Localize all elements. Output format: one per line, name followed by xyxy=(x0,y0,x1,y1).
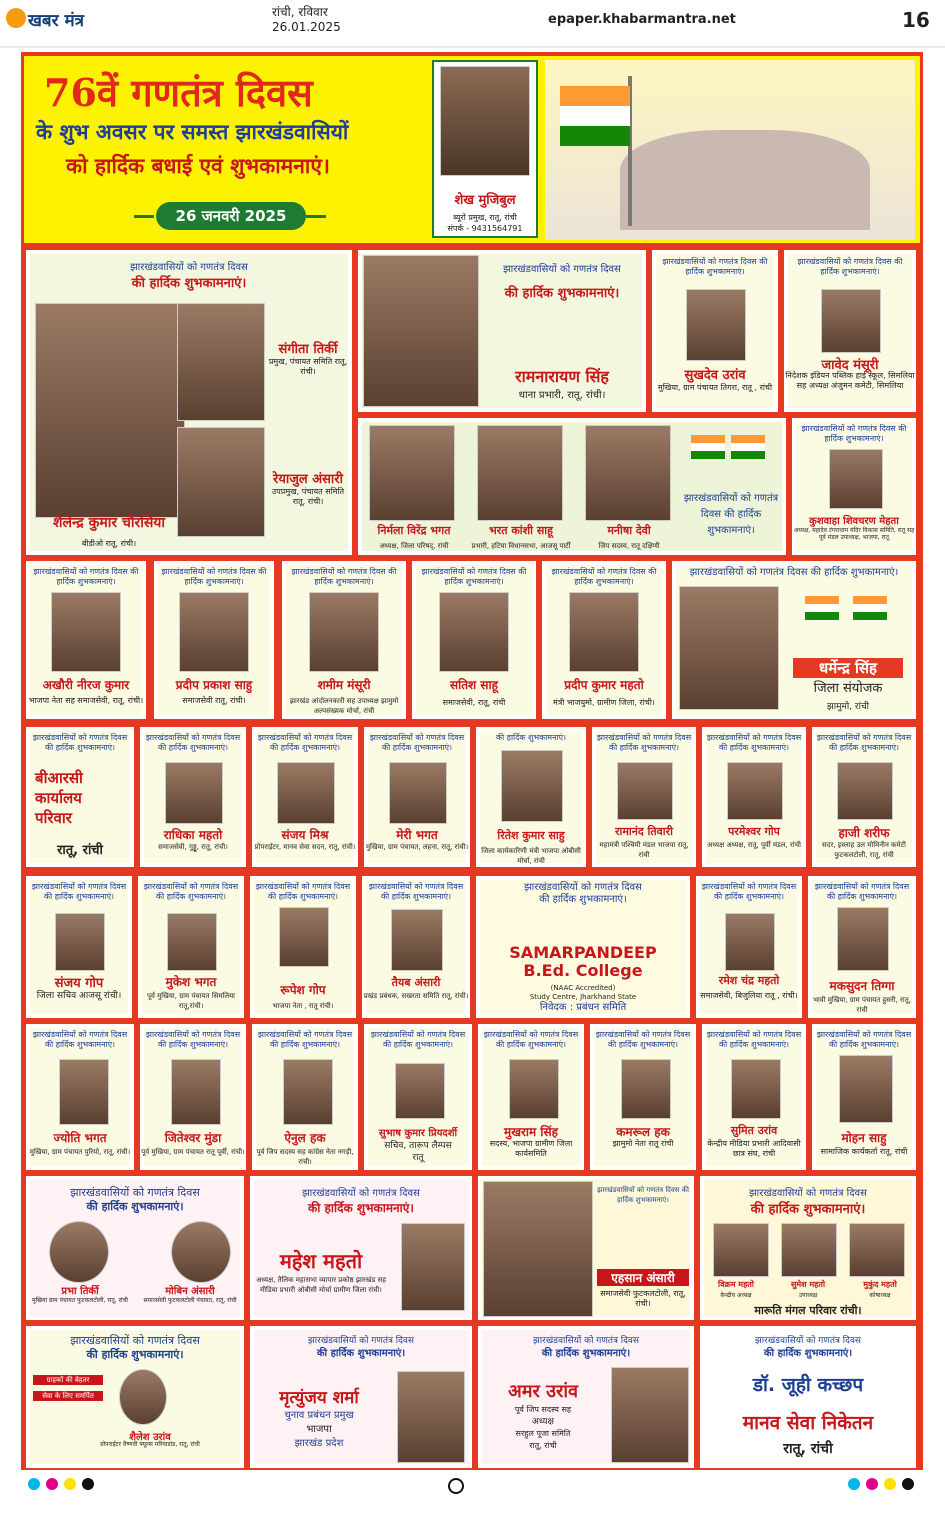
text-label: मुखिया ग्राम पंचायत फुटकलटोली, रातू, रांची xyxy=(32,1297,128,1304)
text-label: समाजसेवी, गुड्डू, रातू, रांची। xyxy=(158,843,228,851)
ad-card xyxy=(696,876,802,1018)
text-label: हाजी शरीफ xyxy=(838,826,890,840)
text-label: अध्यक्ष xyxy=(532,1417,554,1427)
text-label: झारखंडवासियों को गणतंत्र दिवस की हार्दिक शुभकामनाएं। xyxy=(801,424,907,443)
text-label: की हार्दिक शुभकामनाएं। xyxy=(131,276,247,291)
text-label: प्रभारी, हटिया विधानसभा, आजसू पार्टी xyxy=(471,542,571,550)
text-label: सुभाष कुमार प्रियदर्शी xyxy=(378,1128,458,1139)
person-photo xyxy=(59,1059,109,1125)
text-label: बीआरसी xyxy=(35,769,83,787)
ad-amar xyxy=(478,1326,694,1468)
person-photo xyxy=(369,425,455,521)
header-dateline xyxy=(272,5,341,35)
person-photo xyxy=(621,1059,671,1119)
text-label: झारखंडवासियों को गणतंत्र दिवस की हार्दिक शुभकामनाएं। xyxy=(32,1030,128,1049)
ad-shailesh xyxy=(26,1326,244,1468)
text-label: सामाजिक कार्यकर्ता रातू, रांची xyxy=(820,1147,908,1156)
text-label: सदर, इस्लाह उल मोमिनीन कमेटी फुटकलटोली, रातू, रांची xyxy=(822,841,906,859)
text-label: झारखंडवासियों को गणतंत्र दिवस की हार्दिक शुभकामनाएं। xyxy=(145,733,241,752)
text-label: परमेश्वर गोप xyxy=(728,825,780,838)
person-photo xyxy=(171,1059,221,1125)
header-url[interactable]: epaper.khabarmantra.net xyxy=(548,12,736,27)
text-label: बीडीओ रातू, रांची। xyxy=(81,539,137,548)
ad-card xyxy=(590,1024,696,1170)
ad-card xyxy=(812,727,916,867)
text-label: झारखंडवासियों को गणतंत्र दिवस की हार्दिक शुभकामनाएं। xyxy=(370,1030,466,1049)
ad-bed-college xyxy=(476,876,690,1018)
text-label: डॉ. जूही कच्छप xyxy=(752,1374,864,1396)
text-label: रामानंद तिवारी xyxy=(615,825,673,838)
person-photo xyxy=(401,1223,465,1311)
text-label: झारखंड आंदोलनकारी सह उपाध्यक्ष झामुमो अल्पसंख्यक मोर्चा, रांची xyxy=(289,697,399,715)
ad-javed xyxy=(784,250,916,412)
banner-line1: के शुभ अवसर पर समस्त झारखंडवासियों xyxy=(36,119,349,144)
person-photo xyxy=(397,1371,465,1463)
person-photo xyxy=(55,913,105,971)
header-place: रांची, रविवार xyxy=(272,5,328,19)
text-label: झारखंडवासियों को गणतंत्र दिवस xyxy=(302,1188,420,1199)
text-label: महामंत्री पश्चिमी मंडल भाजपा रातू, रांची xyxy=(599,841,689,859)
text-label: झारखंडवासियों को गणतंत्र दिवस xyxy=(70,1186,200,1199)
registration-dot-icon xyxy=(848,1478,860,1490)
ad-card xyxy=(252,727,358,867)
ad-card xyxy=(478,1024,584,1170)
text-label: झारखंडवासियों को गणतंत्र दिवस xyxy=(755,1336,861,1346)
text-label: झारखंडवासियों को गणतंत्र दिवस xyxy=(70,1334,200,1347)
text-label: ज्योति भगत xyxy=(53,1131,107,1145)
text-label: पूर्व जिप सदस्य सह कांग्रेस नेता नगड़ी, रांची। xyxy=(256,1148,354,1166)
ad-card xyxy=(702,1024,806,1170)
person-name: रेयाजुल अंसारी xyxy=(273,472,343,487)
person-photo xyxy=(483,1181,593,1317)
person-photo xyxy=(279,907,329,967)
person-photo xyxy=(713,1223,769,1277)
text-label: झारखंडवासियों को गणतंत्र दिवस xyxy=(130,262,248,273)
text-label: जिप सदस्य, रातू दक्षिणी xyxy=(598,542,660,550)
banner-title: 76वें गणतंत्र दिवस xyxy=(44,70,313,115)
text-label: मुखिया, ग्राम पंचायत पुरियो, रातू, रांची। xyxy=(29,1148,131,1156)
text-label: की हार्दिक शुभकामनाएं। xyxy=(504,286,620,301)
text-label: प्रदीप प्रकाश साहु xyxy=(175,678,253,692)
text-label: झारखंडवासियों को गणतंत्र दिवस xyxy=(533,1336,639,1346)
registration-dot-icon xyxy=(884,1478,896,1490)
text-label: रितेश कुमार साहु xyxy=(497,829,565,842)
crosshair-icon xyxy=(448,1478,464,1494)
text-label: संपर्क - 9431564791 xyxy=(447,224,523,233)
text-label: संजय गोप xyxy=(54,976,104,991)
ad-card xyxy=(364,727,470,867)
registration-dot-icon xyxy=(28,1478,40,1490)
text-label: जिला सचिव आजसू रांची। xyxy=(36,991,122,1001)
text-label: रातू, रांची xyxy=(57,843,103,858)
person-photo xyxy=(839,1055,893,1123)
text-label: झारखंडवासियों को गणतंत्र दिवस की हार्दिक शुभकामनाएं। xyxy=(161,567,267,586)
text-label: उपाध्यक्ष xyxy=(798,1292,818,1299)
text-label: झामुमो, रांची xyxy=(826,702,869,712)
text-label: जिला संयोजक xyxy=(813,681,883,696)
person-photo xyxy=(509,1059,559,1119)
text-label: झारखंडवासियों को गणतंत्र दिवस की हार्दिक शुभकामनाएं। xyxy=(706,1030,802,1049)
person-photo xyxy=(731,1059,781,1119)
text-label: झारखंडवासियों को गणतंत्र दिवस xyxy=(749,1188,867,1199)
text-label: एहसान अंसारी xyxy=(597,1269,689,1286)
text-label: झारखंडवासियों को गणतंत्र दिवस की हार्दिक शुभकामनाएं। xyxy=(816,1030,912,1049)
person-photo xyxy=(51,592,121,672)
text-label: रातू, रांची xyxy=(529,1441,557,1450)
ad-card xyxy=(26,876,132,1018)
person-name: संगीता तिर्की xyxy=(278,342,338,357)
ad-card xyxy=(26,1024,134,1170)
person-photo xyxy=(49,1221,109,1283)
text-label: जिला कार्यकारिणी मंत्री भाजपा ओबीसी मोर्चा, रांची xyxy=(481,847,581,865)
date-divider-right xyxy=(306,215,326,218)
text-label: की हार्दिक शुभकामनाएं। xyxy=(86,1348,184,1361)
text-label: प्रोपराईटर, मानव सेवा सदन, रातू, रांची। xyxy=(254,843,356,851)
text-label: झारखंडवासियों को गणतंत्र दिवस की हार्दिक शुभकामनाएं। xyxy=(595,1030,691,1049)
ad-card xyxy=(26,561,146,719)
person-photo xyxy=(167,913,217,971)
registration-dot-icon xyxy=(46,1478,58,1490)
text-label: कमरूल हक xyxy=(616,1125,670,1139)
ad-card xyxy=(592,727,696,867)
person-photo xyxy=(781,1223,837,1277)
text-label: राधिका महतो xyxy=(163,828,223,842)
text-label: सचिव, तारूप लैम्पस xyxy=(384,1141,452,1151)
text-label: भाजपा xyxy=(306,1424,332,1435)
text-label: समाजसेवी फुटकलटोली पंचायत, रातू, रांची xyxy=(143,1297,237,1304)
text-label: झारखंडवासियों को गणतंत्र दिवस की हार्दिक शुभकामनाएं। xyxy=(596,733,692,752)
person-photo xyxy=(283,1059,333,1125)
text-label: की हार्दिक शुभकामनाएं। xyxy=(495,733,567,742)
text-label: B.Ed. College xyxy=(523,961,643,980)
text-label: मारूति मंगल परिवार रांची। xyxy=(754,1304,862,1317)
ad-bdo-ratu xyxy=(26,250,352,555)
person-photo xyxy=(501,750,563,822)
text-label: प्रदीप कुमार महतो xyxy=(564,678,644,692)
text-label: अध्यक्ष अध्यक्ष, रातू, पूर्वी मंडल, रांची xyxy=(707,841,801,849)
text-label: मृत्युंजय शर्मा xyxy=(279,1388,359,1408)
ad-card xyxy=(812,1024,916,1170)
text-label: समाजसेवी, रातू, रांची xyxy=(442,698,506,707)
text-label: Study Centre, Jharkhand State xyxy=(529,993,637,1001)
text-label: झारखंडवासियों को गणतंत्र दिवस की हार्दिक शुभकामनाएं। xyxy=(33,567,139,586)
text-label: भाजपा नेता सह समाजसेवी, रातू, रांची। xyxy=(28,696,144,705)
text-label: तैयब अंसारी xyxy=(391,976,441,989)
red-fort-illustration xyxy=(620,130,870,230)
ad-brc xyxy=(26,727,134,867)
registration-dot-icon xyxy=(82,1478,94,1490)
ad-card xyxy=(542,561,666,719)
text-label: झारखंडवासियों को गणतंत्र दिवस की हार्दिक शुभकामनाएं। xyxy=(701,882,797,901)
portrait-desc xyxy=(434,212,536,234)
ad-card xyxy=(138,876,244,1018)
ad-card xyxy=(808,876,916,1018)
person-photo xyxy=(309,592,379,672)
text-label: मुखिया, ग्राम पंचायत तिगरा, रातू , रांची xyxy=(657,383,773,392)
text-label: धर्मेन्द्र सिंह xyxy=(793,658,903,678)
registration-dot-icon xyxy=(902,1478,914,1490)
text-label: की हार्दिक शुभकामनाएं। xyxy=(86,1200,184,1213)
ad-maruti xyxy=(700,1176,916,1320)
person-photo xyxy=(569,592,639,672)
text-label: ग्राहकों की बेहतर xyxy=(33,1375,103,1385)
portrait-name: शेख मुजिबुल xyxy=(454,193,516,208)
person-photo xyxy=(363,255,479,407)
ad-card xyxy=(702,727,806,867)
text-label: झारखंडवासियों को गणतंत्र दिवस की हार्दिक शुभकामनाएं। xyxy=(814,882,910,901)
person-photo xyxy=(277,762,335,824)
text-label: झारखंडवासियों को गणतंत्र दिवस xyxy=(308,1336,414,1346)
text-label: मुखिया, ग्राम पंचायत, लहना, रातू, रांची। xyxy=(365,843,469,851)
text-label: कार्यालय xyxy=(35,789,82,807)
registration-dot-icon xyxy=(64,1478,76,1490)
text-label: प्रमुख, पंचायत समिति रातू, रांची। xyxy=(268,357,348,376)
person-photo xyxy=(686,289,746,361)
text-label: समाजसेवी, बिजुलिया रातू , रांची। xyxy=(700,991,798,1000)
person-name: सुखदेव उरांव xyxy=(684,368,746,383)
person-photo xyxy=(829,449,883,509)
text-label: संजय मिश्र xyxy=(281,828,329,842)
ad-footkaltoli xyxy=(26,1176,244,1320)
text-label: कुशवाहा शिवचरण मेहता xyxy=(809,516,899,527)
ad-card xyxy=(364,1024,472,1170)
text-label: प्रभा तिर्की xyxy=(61,1286,99,1297)
text-label: अध्यक्ष, तैलिक महासभा व्यापार प्रकोष्ठ झारखंड सह मीडिया प्रभारी ओबीसी मोर्चा ग्रामीण जिला रांची। xyxy=(256,1276,386,1294)
ad-kushwaha xyxy=(792,418,916,555)
text-label: पूर्व मुखिया, ग्राम पंचायत रातू पूर्वी, रांची। xyxy=(141,1148,245,1156)
text-label: (NAAC Accredited) xyxy=(550,984,616,992)
person-photo xyxy=(585,425,671,521)
ad-card xyxy=(282,561,406,719)
text-label: भावी मुखिया, ग्राम पंचायत हुसरी, रातू, रांची xyxy=(813,996,911,1014)
text-label: समाजसेवी रातू, रांची। xyxy=(182,696,246,705)
text-label: सेवा के लिए समर्पित xyxy=(33,1391,103,1401)
text-label: मोहन साहु xyxy=(841,1131,887,1145)
text-label: रमेश चंद्र महतो xyxy=(718,974,780,987)
person-photo xyxy=(171,1221,231,1283)
text-label: की हार्दिक शुभकामनाएं। xyxy=(539,894,627,905)
text-label: रातू, रांची xyxy=(783,1441,833,1457)
person-photo xyxy=(725,913,775,971)
text-label: भरत कांशी साहू xyxy=(489,524,553,537)
portrait-photo xyxy=(440,66,530,176)
person-photo xyxy=(849,1223,905,1277)
flag-icon xyxy=(731,435,765,459)
page-number: 16 xyxy=(902,8,930,32)
person-photo xyxy=(679,586,779,710)
text-label: झारखंडवासियों को गणतंत्र दिवस की हार्दिक शुभकामनाएं। xyxy=(145,1030,241,1049)
ad-mahesh xyxy=(250,1176,472,1320)
header-date: 26.01.2025 xyxy=(272,20,341,34)
text-label: अध्यक्ष, जिला परिषद्, रांची xyxy=(379,542,449,550)
ad-card xyxy=(140,1024,246,1170)
text-label: मनीषा देवी xyxy=(607,524,651,537)
text-label: झारखंडवासियों को गणतंत्र दिवस की हार्दिक शुभकामनाएं। xyxy=(597,1186,689,1204)
text-label: उपप्रमुख, पंचायत समिति रातू, रांची। xyxy=(271,487,345,506)
text-label: अध्यक्ष, महादेव टंगराधाम मंदिर विकास समिति, रातू सह पूर्व मंडल उपाध्यक्ष, भाजपा, रातू xyxy=(793,527,915,541)
text-label: सतिश साहू xyxy=(450,678,498,692)
flag-icon xyxy=(805,596,839,620)
text-label: झारखंडवासियों को गणतंत्र दिवस की हार्दिक शुभकामनाएं। xyxy=(683,493,779,536)
text-label: सुमेश महतो xyxy=(790,1280,826,1289)
text-label: झारखंडवासियों को गणतंत्र दिवस की हार्दिक शुभकामनाएं। xyxy=(369,733,465,752)
text-label: थाना प्रभारी, रातू, रांची। xyxy=(518,390,606,401)
text-label: मेरी भगत xyxy=(396,828,438,842)
person-name: जावेद मंसूरी xyxy=(821,358,879,373)
text-label: झारखंडवासियों को गणतंत्र दिवस की हार्दिक शुभकामनाएं। xyxy=(816,733,912,752)
text-label: निर्मला विरेंद्र भगत xyxy=(377,524,451,537)
text-label: अखौरी नीरज कुमार xyxy=(42,678,130,692)
text-label: चुनाव प्रबंधन प्रमुख xyxy=(284,1410,354,1421)
text-label: झारखंडवासियों को गणतंत्र दिवस की हार्दिक शुभकामनाएं। xyxy=(483,1030,579,1049)
ad-sukhdev xyxy=(652,250,778,412)
text-label: कोषाध्यक्ष xyxy=(869,1292,891,1299)
ad-card xyxy=(250,876,356,1018)
text-label: जितेश्वर मुंडा xyxy=(164,1131,222,1145)
text-label: झारखंडवासियों को गणतंत्र दिवस की हार्दिक शुभकामनाएं। xyxy=(706,733,802,752)
ad-mrityunjay xyxy=(250,1326,472,1468)
text-label: समाजसेवी फुटकलटोली, रातू, रांची। xyxy=(600,1289,686,1308)
ad-juhi xyxy=(700,1326,916,1468)
text-label: केन्द्रीय अध्यक्ष xyxy=(720,1292,752,1299)
text-label: अमर उरांव xyxy=(507,1381,579,1402)
ad-thana-prabhari xyxy=(358,250,646,412)
text-label: शैलेश उरांव xyxy=(129,1432,171,1443)
text-label: मकसुदन तिग्गा xyxy=(829,979,895,993)
banner-date: 26 जनवरी 2025 xyxy=(156,202,306,230)
text-label: झारखंडवासियों को गणतंत्र दिवस की हार्दिक शुभकामनाएं। xyxy=(662,257,768,276)
text-label: झारखंडवासियों को गणतंत्र दिवस xyxy=(524,882,642,893)
person-photo xyxy=(821,289,881,353)
banner-line2: को हार्दिक बधाई एवं शुभकामनाएं। xyxy=(66,153,330,178)
text-label: झारखंडवासियों को गणतंत्र दिवस xyxy=(503,264,621,275)
person-photo xyxy=(179,592,249,672)
text-label: झारखंडवासियों को गणतंत्र दिवस की हार्दिक शुभकामनाएं। xyxy=(255,882,351,901)
text-label: प्रखंड प्रबंधक, सखरता समिति रातू, रांची। xyxy=(363,992,469,1000)
text-label: मंत्री भाजयुमो, ग्रामीण जिला, रांची। xyxy=(553,698,655,707)
text-label: सुमित उरांव xyxy=(730,1124,778,1137)
page-header xyxy=(0,0,945,48)
person-name: रामनारायण सिंह xyxy=(515,367,609,386)
person-photo xyxy=(727,762,783,820)
text-label: झारखंडवासियों को गणतंत्र दिवस की हार्दिक शुभकामनाएं। xyxy=(689,567,899,578)
text-label: रूपेश गोप xyxy=(280,983,326,997)
text-label: झारखंडवासियों को गणतंत्र दिवस की हार्दिक शुभकामनाएं। xyxy=(551,567,657,586)
text-label: झारखंडवासियों को गणतंत्र दिवस की हार्दिक शुभकामनाएं। xyxy=(143,882,239,901)
ad-card xyxy=(154,561,274,719)
ad-card xyxy=(252,1024,358,1170)
text-label: निवेदक : प्रबंधन समिति xyxy=(539,1002,627,1013)
text-label: झारखंडवासियों को गणतंत्र दिवस की हार्दिक शुभकामनाएं। xyxy=(257,733,353,752)
print-registration-strip xyxy=(0,1474,945,1517)
person-photo xyxy=(177,303,265,421)
logo-icon xyxy=(6,8,26,28)
text-label: की हार्दिक शुभकामनाएं। xyxy=(308,1201,414,1215)
text-label: झारखंडवासियों को गणतंत्र दिवस की हार्दिक शुभकामनाएं। xyxy=(797,257,903,276)
ad-zila-parishad xyxy=(358,418,786,555)
flag-icon xyxy=(691,435,725,459)
text-label: निदेशक इंडियन पब्लिक हाई स्कूल, सिमलिया सह अध्यक्ष अंजुमन कमेटी, सिमलिया xyxy=(785,371,915,390)
person-photo xyxy=(389,762,447,824)
person-photo xyxy=(177,427,265,537)
text-label: की हार्दिक शुभकामनाएं। xyxy=(316,1348,406,1359)
registration-dot-icon xyxy=(866,1478,878,1490)
text-label: की हार्दिक शुभकामनाएं। xyxy=(541,1348,631,1359)
text-label: ऐनुल हक xyxy=(284,1131,326,1145)
person-name: शैलेन्द्र कुमार चौरसिया xyxy=(52,515,166,531)
text-label: झारखंडवासियों को गणतंत्र दिवस की हार्दिक शुभकामनाएं। xyxy=(257,1030,353,1049)
person-photo xyxy=(119,1369,167,1425)
text-label: पूर्व जिप सदस्य सह xyxy=(514,1405,572,1414)
person-photo xyxy=(165,762,223,824)
ad-card xyxy=(140,727,246,867)
text-label: मोबिन अंसारी xyxy=(165,1286,215,1297)
text-label: परिवार xyxy=(35,809,72,827)
text-label: मानव सेवा निकेतन xyxy=(742,1412,874,1434)
date-divider-left xyxy=(134,215,154,218)
ad-dharmendra xyxy=(672,561,916,719)
text-label: शमीम मंसूरी xyxy=(317,678,371,692)
text-label: महेश महतो xyxy=(279,1249,363,1273)
text-label: मुखराम सिंह xyxy=(504,1125,558,1139)
text-label: भाजपा नेता , रातू रांची। xyxy=(272,1002,334,1010)
text-label: झारखंडवासियों को गणतंत्र दिवस की हार्दिक शुभकामनाएं। xyxy=(31,882,127,901)
person-photo xyxy=(837,762,893,820)
ad-ehsan xyxy=(478,1176,694,1320)
person-photo xyxy=(477,425,563,521)
text-label: केन्द्रीय मीडिया प्रभारी आदिवासी छात्र संघ, रांची xyxy=(707,1139,801,1158)
text-label: पूर्व मुखिया, ग्राम पंचायत सिमलिया रातू,रांची। xyxy=(147,992,235,1010)
ad-card xyxy=(362,876,470,1018)
flag-icon xyxy=(853,596,887,620)
text-label: विक्रम महतो xyxy=(718,1280,754,1289)
text-label: की हार्दिक शुभकामनाएं। xyxy=(750,1202,866,1217)
banner-portrait-card xyxy=(432,60,538,238)
person-photo xyxy=(611,1367,689,1463)
text-label: प्रोपराईटर वैष्णवी फ्यूल्स मरियाडांड, रातू, रांची xyxy=(100,1441,200,1448)
text-label: झारखंडवासियों को गणतंत्र दिवस की हार्दिक शुभकामनाएं। xyxy=(421,567,527,586)
newspaper-logo: खबर मंत्र xyxy=(28,11,85,31)
text-label: झारखंडवासियों को गणतंत्र दिवस की हार्दिक शुभकामनाएं। xyxy=(291,567,397,586)
person-photo xyxy=(395,1063,445,1119)
person-photo xyxy=(617,762,673,820)
ad-card xyxy=(476,727,586,867)
text-label: झारखंडवासियों को गणतंत्र दिवस की हार्दिक शुभकामनाएं। xyxy=(368,882,464,901)
text-label: झारखंड प्रदेश xyxy=(294,1438,344,1449)
text-label: की हार्दिक शुभकामनाएं। xyxy=(763,1348,853,1359)
tricolor-flag-icon xyxy=(560,86,630,146)
text-label: झारखंडवासियों को गणतंत्र दिवस की हार्दिक शुभकामनाएं। xyxy=(32,733,128,752)
text-label: मुकुंद महतो xyxy=(863,1280,897,1289)
text-label: सरहुल पूजा समिति xyxy=(515,1429,571,1438)
text-label: मुकेश भगत xyxy=(165,975,217,989)
ad-card xyxy=(412,561,536,719)
person-photo xyxy=(439,592,509,672)
person-photo xyxy=(391,909,443,971)
text-label: SAMARPANDEEP xyxy=(509,943,657,962)
text-label: सदस्य, भाजपा ग्रामीण जिला कार्यसमिति xyxy=(489,1139,573,1158)
person-photo xyxy=(837,907,889,971)
text-label: रातू xyxy=(412,1153,424,1163)
person-photo xyxy=(35,303,185,518)
text-label: झामुमो नेता रातू रांची xyxy=(612,1139,674,1148)
text-label: ब्यूरो प्रमुख, रातू, रांची xyxy=(453,213,517,222)
